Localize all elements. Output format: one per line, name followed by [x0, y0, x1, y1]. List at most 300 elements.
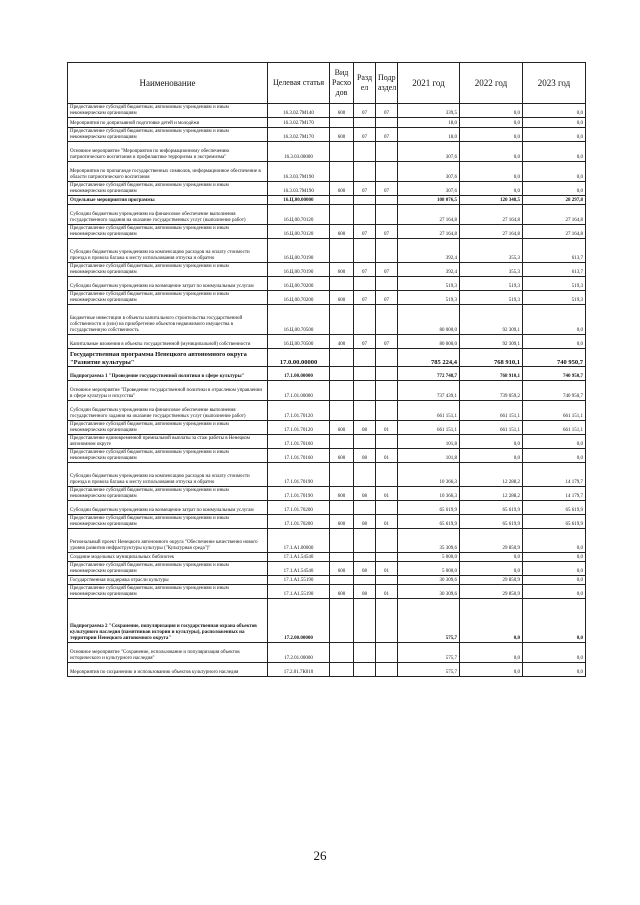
cell-article: 16.Ц.00.70500 — [268, 305, 330, 335]
cell-2022: 661 151,1 — [460, 401, 523, 421]
table-row — [68, 277, 586, 291]
cell-section: 07 — [354, 104, 376, 118]
header-2023: 2023 год — [523, 63, 586, 104]
cell-article: 17.1.01.70160 — [268, 449, 330, 463]
budget-table-sheet — [67, 62, 585, 677]
cell-subsection — [376, 196, 398, 205]
cell-subsection — [376, 162, 398, 182]
cell-2021: 10 366,3 — [398, 463, 460, 487]
cell-2021: 30 309,6 — [398, 576, 460, 585]
cell-name: Государственная поддержка отрасли культуры — [68, 576, 268, 585]
cell-section — [354, 277, 376, 291]
cell-subsection — [376, 118, 398, 128]
cell-subsection: 01 — [376, 487, 398, 501]
table-row — [68, 104, 586, 118]
cell-2021: 575,7 — [398, 599, 460, 643]
cell-name: Предоставление субсидий бюджетным, автономным учреждениям и иным некоммерческим организациям — [68, 291, 268, 305]
cell-subsection — [376, 305, 398, 335]
header-section: Разд ел — [354, 63, 376, 104]
cell-2023: 27 164,8 — [523, 225, 586, 239]
cell-kind — [330, 553, 354, 562]
cell-article: 16.3.03.7М190 — [268, 182, 330, 196]
cell-2022: 92 309,1 — [460, 305, 523, 335]
cell-2021: 10 366,3 — [398, 487, 460, 501]
cell-kind: 600 — [330, 449, 354, 463]
cell-2021: 519,3 — [398, 277, 460, 291]
cell-2022: 0,0 — [460, 562, 523, 576]
cell-subsection: 07 — [376, 335, 398, 349]
cell-2022: 0,0 — [460, 435, 523, 449]
cell-article: 17.1.01.70200 — [268, 515, 330, 529]
cell-name: Субсидии бюджетным учреждениям на возмещение затрат по коммунальным услугам — [68, 501, 268, 515]
cell-2023: 65 619,9 — [523, 515, 586, 529]
cell-article: 17.1.01.00000 — [268, 381, 330, 401]
cell-article: 16.Ц.00.70190 — [268, 239, 330, 263]
cell-subsection: 07 — [376, 104, 398, 118]
cell-2021: 18,0 — [398, 118, 460, 128]
cell-name: Создание модельных муниципальных библиотек — [68, 553, 268, 562]
cell-2022: 0,0 — [460, 599, 523, 643]
cell-subsection — [376, 663, 398, 677]
cell-name: Предоставление субсидий бюджетным, автономным учреждениям и иным некоммерческим организациям — [68, 449, 268, 463]
cell-kind — [330, 205, 354, 225]
cell-2023: 65 619,9 — [523, 501, 586, 515]
cell-subsection — [376, 367, 398, 381]
cell-2023: 0,0 — [523, 553, 586, 562]
cell-name: Капитальные вложения в объекты государственной (муниципальной) собственности — [68, 335, 268, 349]
table-row — [68, 239, 586, 263]
cell-2021: 339,5 — [398, 104, 460, 118]
cell-section: 07 — [354, 291, 376, 305]
cell-article: 16.Ц.00.70200 — [268, 277, 330, 291]
cell-2021: 101,8 — [398, 435, 460, 449]
cell-2023: 14 179,7 — [523, 487, 586, 501]
cell-section: 07 — [354, 263, 376, 277]
cell-section — [354, 162, 376, 182]
cell-section — [354, 553, 376, 562]
cell-name: Подпрограмма 2 "Сохранение, популяризация и государственная охрана объектов культурного наследия (памятников истории и культуры), расположенных на территории Ненецкого автономного округа" — [68, 599, 268, 643]
table-header-row — [68, 63, 586, 104]
cell-name: Основное мероприятие "Проведение государственной политики в отраслевом управлении в сфере культуры и искусства" — [68, 381, 268, 401]
cell-2021: 661 151,1 — [398, 401, 460, 421]
cell-2023: 0,0 — [523, 585, 586, 599]
cell-article: 17.1.01.70120 — [268, 421, 330, 435]
table-row — [68, 421, 586, 435]
table-row — [68, 118, 586, 128]
cell-name: Предоставление субсидий бюджетным, автономным учреждениям и иным некоммерческим организациям — [68, 263, 268, 277]
cell-section — [354, 118, 376, 128]
cell-section: 07 — [354, 182, 376, 196]
cell-2023: 613,7 — [523, 239, 586, 263]
cell-2021: 392,4 — [398, 263, 460, 277]
cell-subsection: 07 — [376, 291, 398, 305]
cell-article: 17.2.01.00000 — [268, 643, 330, 663]
table-row — [68, 576, 586, 585]
table-row — [68, 449, 586, 463]
cell-2023: 0,0 — [523, 128, 586, 142]
cell-article: 17.1.01.70190 — [268, 463, 330, 487]
cell-2023: 0,0 — [523, 529, 586, 553]
cell-name: Региональный проект Ненецкого автономного округа "Обеспечение качественно нового уровня развития инфраструктуры культуры ("Культурная среда")" — [68, 529, 268, 553]
budget-table — [67, 62, 586, 677]
cell-article: 17.1.01.70120 — [268, 401, 330, 421]
cell-kind: 600 — [330, 421, 354, 435]
cell-subsection: 07 — [376, 128, 398, 142]
cell-name: Предоставление субсидий бюджетным, автономным учреждениям и иным некоммерческим организациям — [68, 104, 268, 118]
table-row — [68, 401, 586, 421]
table-row — [68, 225, 586, 239]
cell-section — [354, 576, 376, 585]
cell-2023: 0,0 — [523, 182, 586, 196]
cell-2022: 768 910,1 — [460, 349, 523, 367]
cell-2022: 12 288,2 — [460, 463, 523, 487]
table-row — [68, 182, 586, 196]
cell-2021: 392,4 — [398, 239, 460, 263]
cell-2023: 0,0 — [523, 335, 586, 349]
cell-2022: 65 619,9 — [460, 515, 523, 529]
cell-2022: 739 059,2 — [460, 381, 523, 401]
cell-section — [354, 349, 376, 367]
cell-2022: 0,0 — [460, 182, 523, 196]
cell-name: Субсидии бюджетным учреждениям на возмещение затрат по коммунальным услугам — [68, 277, 268, 291]
cell-2023: 27 164,8 — [523, 205, 586, 225]
header-2022: 2022 год — [460, 63, 523, 104]
cell-2022: 12 288,2 — [460, 487, 523, 501]
cell-2023: 0,0 — [523, 449, 586, 463]
table-row — [68, 553, 586, 562]
cell-section — [354, 205, 376, 225]
cell-2023: 0,0 — [523, 599, 586, 643]
cell-kind — [330, 118, 354, 128]
table-row — [68, 205, 586, 225]
cell-section — [354, 381, 376, 401]
table-row — [68, 335, 586, 349]
cell-2023: 740 950,7 — [523, 381, 586, 401]
cell-name: Отдельные мероприятия программы — [68, 196, 268, 205]
cell-section: 07 — [354, 335, 376, 349]
cell-name: Подпрограмма 1 "Проведение государственной политики в сфере культуры" — [68, 367, 268, 381]
cell-article: 16.3.03.00000 — [268, 142, 330, 162]
cell-subsection — [376, 205, 398, 225]
cell-subsection: 01 — [376, 585, 398, 599]
table-row — [68, 305, 586, 335]
cell-2023: 0,0 — [523, 305, 586, 335]
cell-2022: 0,0 — [460, 128, 523, 142]
header-subsection: Подр аздел — [376, 63, 398, 104]
cell-2023: 28 297,8 — [523, 196, 586, 205]
cell-section — [354, 435, 376, 449]
cell-2021: 737 439,1 — [398, 381, 460, 401]
cell-subsection: 01 — [376, 421, 398, 435]
cell-section — [354, 529, 376, 553]
cell-article: 16.Ц.00.70120 — [268, 205, 330, 225]
cell-article: 16.3.02.7М170 — [268, 118, 330, 128]
cell-subsection: 01 — [376, 515, 398, 529]
cell-2023: 740 950,7 — [523, 367, 586, 381]
cell-name: Мероприятия по допризывной подготовке детей и молодёжи — [68, 118, 268, 128]
cell-article: 17.0.00.00000 — [268, 349, 330, 367]
cell-2021: 519,3 — [398, 291, 460, 305]
cell-2021: 307,6 — [398, 162, 460, 182]
cell-kind: 600 — [330, 225, 354, 239]
table-row — [68, 562, 586, 576]
cell-2023: 0,0 — [523, 643, 586, 663]
cell-kind: 600 — [330, 562, 354, 576]
cell-name: Предоставление субсидий бюджетным, автономным учреждениям и иным некоммерческим организациям — [68, 585, 268, 599]
cell-kind — [330, 643, 354, 663]
header-2021: 2021 год — [398, 63, 460, 104]
cell-2023: 661 151,1 — [523, 401, 586, 421]
cell-2022: 0,0 — [460, 553, 523, 562]
cell-2021: 18,0 — [398, 128, 460, 142]
cell-subsection: 07 — [376, 263, 398, 277]
cell-2022: 0,0 — [460, 142, 523, 162]
cell-2022: 0,0 — [460, 449, 523, 463]
cell-article: 16.3.03.7М190 — [268, 162, 330, 182]
cell-kind — [330, 599, 354, 643]
cell-section — [354, 239, 376, 263]
cell-name: Предоставление субсидий бюджетным, автономным учреждениям и иным некоммерческим организациям — [68, 128, 268, 142]
cell-article: 16.3.02.7М170 — [268, 128, 330, 142]
cell-kind — [330, 501, 354, 515]
cell-article: 17.2.00.00000 — [268, 599, 330, 643]
cell-section — [354, 305, 376, 335]
cell-subsection — [376, 463, 398, 487]
cell-kind: 600 — [330, 515, 354, 529]
cell-section: 08 — [354, 515, 376, 529]
cell-kind — [330, 349, 354, 367]
cell-article: 17.1.01.70160 — [268, 435, 330, 449]
cell-kind: 400 — [330, 335, 354, 349]
cell-subsection — [376, 553, 398, 562]
cell-section — [354, 401, 376, 421]
cell-section — [354, 367, 376, 381]
cell-subsection — [376, 401, 398, 421]
cell-name: Предоставление субсидий бюджетным, автономным учреждениям и иным некоммерческим организациям — [68, 182, 268, 196]
cell-2023: 0,0 — [523, 576, 586, 585]
cell-name: Государственная программа Ненецкого автономного округа "Развитие культуры" — [68, 349, 268, 367]
cell-2023: 519,3 — [523, 291, 586, 305]
cell-subsection — [376, 277, 398, 291]
cell-name: Субсидии бюджетным учреждениям на компенсацию расходов на оплату стоимости проезда и провоза багажа к месту использования отпуска и обратно — [68, 463, 268, 487]
cell-2022: 120 348,5 — [460, 196, 523, 205]
cell-article: 16.Ц.00.70190 — [268, 263, 330, 277]
cell-article: 16.Ц.00.70120 — [268, 225, 330, 239]
table-row — [68, 501, 586, 515]
cell-kind — [330, 142, 354, 162]
cell-2022: 519,3 — [460, 277, 523, 291]
cell-subsection — [376, 349, 398, 367]
cell-kind — [330, 463, 354, 487]
cell-2022: 355,3 — [460, 239, 523, 263]
cell-2022: 0,0 — [460, 118, 523, 128]
cell-article: 17.1.А1.55190 — [268, 576, 330, 585]
cell-article: 17.2.01.7К010 — [268, 663, 330, 677]
cell-name: Предоставление единовременной премиальной выплаты за стаж работы в Ненецком автономном округе — [68, 435, 268, 449]
cell-name: Предоставление субсидий бюджетным, автономным учреждениям и иным некоммерческим организациям — [68, 225, 268, 239]
cell-section — [354, 501, 376, 515]
cell-2023: 613,7 — [523, 263, 586, 277]
cell-2021: 785 224,4 — [398, 349, 460, 367]
cell-section: 08 — [354, 449, 376, 463]
cell-2022: 0,0 — [460, 104, 523, 118]
cell-2023: 0,0 — [523, 435, 586, 449]
cell-subsection: 07 — [376, 182, 398, 196]
cell-2023: 0,0 — [523, 118, 586, 128]
cell-2023: 519,3 — [523, 277, 586, 291]
cell-section — [354, 196, 376, 205]
cell-name: Предоставление субсидий бюджетным, автономным учреждениям и иным некоммерческим организациям — [68, 515, 268, 529]
cell-kind: 600 — [330, 585, 354, 599]
table-row — [68, 142, 586, 162]
cell-2021: 65 619,9 — [398, 515, 460, 529]
cell-2021: 80 000,0 — [398, 335, 460, 349]
cell-2021: 65 619,9 — [398, 501, 460, 515]
table-row — [68, 599, 586, 643]
cell-kind — [330, 196, 354, 205]
cell-subsection — [376, 142, 398, 162]
cell-kind — [330, 381, 354, 401]
cell-subsection — [376, 501, 398, 515]
cell-2022: 92 309,1 — [460, 335, 523, 349]
cell-2021: 661 151,1 — [398, 421, 460, 435]
cell-subsection — [376, 239, 398, 263]
cell-name: Субсидии бюджетным учреждениям на компенсацию расходов на оплату стоимости проезда и провоза багажа к месту использования отпуска и обратно — [68, 239, 268, 263]
cell-kind — [330, 663, 354, 677]
cell-section — [354, 599, 376, 643]
cell-2021: 108 076,5 — [398, 196, 460, 205]
cell-kind — [330, 305, 354, 335]
cell-subsection — [376, 576, 398, 585]
cell-kind: 600 — [330, 487, 354, 501]
cell-kind — [330, 529, 354, 553]
cell-2022: 355,3 — [460, 263, 523, 277]
cell-subsection — [376, 435, 398, 449]
cell-subsection — [376, 643, 398, 663]
cell-2022: 0,0 — [460, 162, 523, 182]
cell-2022: 768 910,1 — [460, 367, 523, 381]
table-row — [68, 643, 586, 663]
table-row — [68, 128, 586, 142]
table-row — [68, 381, 586, 401]
cell-section: 08 — [354, 421, 376, 435]
cell-2021: 35 309,6 — [398, 529, 460, 553]
cell-subsection: 07 — [376, 225, 398, 239]
cell-2023: 0,0 — [523, 663, 586, 677]
cell-2022: 661 151,1 — [460, 421, 523, 435]
cell-2022: 29 850,9 — [460, 576, 523, 585]
cell-2021: 307,6 — [398, 182, 460, 196]
cell-2021: 27 164,8 — [398, 205, 460, 225]
cell-name: Бюджетные инвестиции в объекты капитального строительства государственной собственности и (или) на приобретение объектов недвижимого имущества в государственную собственность — [68, 305, 268, 335]
cell-2022: 27 164,8 — [460, 205, 523, 225]
cell-subsection: 01 — [376, 562, 398, 576]
table-row — [68, 585, 586, 599]
cell-kind: 600 — [330, 263, 354, 277]
cell-name: Предоставление субсидий бюджетным, автономным учреждениям и иным некоммерческим организациям — [68, 421, 268, 435]
cell-kind — [330, 401, 354, 421]
cell-kind — [330, 367, 354, 381]
cell-2021: 27 164,8 — [398, 225, 460, 239]
cell-2023: 0,0 — [523, 104, 586, 118]
cell-2021: 30 309,6 — [398, 585, 460, 599]
cell-name: Предоставление субсидий бюджетным, автономным учреждениям и иным некоммерческим организациям — [68, 487, 268, 501]
cell-article: 16.Ц.00.70200 — [268, 291, 330, 305]
cell-2021: 575,7 — [398, 643, 460, 663]
table-row — [68, 435, 586, 449]
cell-kind — [330, 277, 354, 291]
cell-kind — [330, 435, 354, 449]
cell-2023: 0,0 — [523, 162, 586, 182]
cell-2021: 5 000,0 — [398, 562, 460, 576]
cell-kind: 600 — [330, 291, 354, 305]
table-row — [68, 349, 586, 367]
cell-kind: 600 — [330, 182, 354, 196]
table-row — [68, 487, 586, 501]
cell-2022: 0,0 — [460, 643, 523, 663]
cell-kind: 600 — [330, 128, 354, 142]
cell-2021: 575,7 — [398, 663, 460, 677]
cell-2022: 519,3 — [460, 291, 523, 305]
cell-name: Основное мероприятие "Сохранение, использование и популяризация объектов исторического и культурного наследия" — [68, 643, 268, 663]
cell-2023: 661 151,1 — [523, 421, 586, 435]
cell-kind: 600 — [330, 104, 354, 118]
header-name: Наименование — [68, 63, 268, 104]
cell-2023: 14 179,7 — [523, 463, 586, 487]
cell-article: 17.1.А1.54540 — [268, 562, 330, 576]
header-kind: Вид Расхо дов — [330, 63, 354, 104]
cell-name: Основное мероприятие "Мероприятия по информационному обеспечению патриотического воспитания и профилактике терроризма и экстремизма" — [68, 142, 268, 162]
cell-kind — [330, 239, 354, 263]
cell-2021: 5 000,0 — [398, 553, 460, 562]
cell-article: 16.3.02.7М140 — [268, 104, 330, 118]
table-row — [68, 196, 586, 205]
cell-subsection — [376, 529, 398, 553]
cell-section — [354, 663, 376, 677]
cell-article: 16.Ц.00.70500 — [268, 335, 330, 349]
cell-2023: 0,0 — [523, 142, 586, 162]
table-row — [68, 463, 586, 487]
cell-2023: 0,0 — [523, 562, 586, 576]
page-number: 26 — [313, 848, 327, 863]
table-row — [68, 663, 586, 677]
cell-2022: 65 619,9 — [460, 501, 523, 515]
cell-subsection — [376, 599, 398, 643]
table-body — [68, 104, 586, 677]
cell-article: 17.1.А1.55190 — [268, 585, 330, 599]
cell-article: 17.1.А1.54540 — [268, 553, 330, 562]
cell-article: 16.Ц.00.00000 — [268, 196, 330, 205]
cell-2021: 307,6 — [398, 142, 460, 162]
cell-name: Субсидии бюджетным учреждениям на финансовое обеспечение выполнения государственного задания на оказание государственных услуг (выполнение работ) — [68, 205, 268, 225]
cell-article: 17.1.00.00000 — [268, 367, 330, 381]
cell-name: Мероприятия по пропаганде государственных символов, информационное обеспечение в области патриотического воспитания — [68, 162, 268, 182]
cell-name: Предоставление субсидий бюджетным, автономным учреждениям и иным некоммерческим организациям — [68, 562, 268, 576]
cell-2021: 772 748,7 — [398, 367, 460, 381]
cell-section: 07 — [354, 128, 376, 142]
cell-2021: 80 000,0 — [398, 305, 460, 335]
table-row — [68, 162, 586, 182]
table-row — [68, 291, 586, 305]
cell-section: 08 — [354, 487, 376, 501]
table-row — [68, 263, 586, 277]
cell-section — [354, 643, 376, 663]
cell-article: 17.1.01.70190 — [268, 487, 330, 501]
cell-section: 08 — [354, 562, 376, 576]
cell-section: 08 — [354, 585, 376, 599]
cell-2022: 27 164,8 — [460, 225, 523, 239]
table-row — [68, 529, 586, 553]
